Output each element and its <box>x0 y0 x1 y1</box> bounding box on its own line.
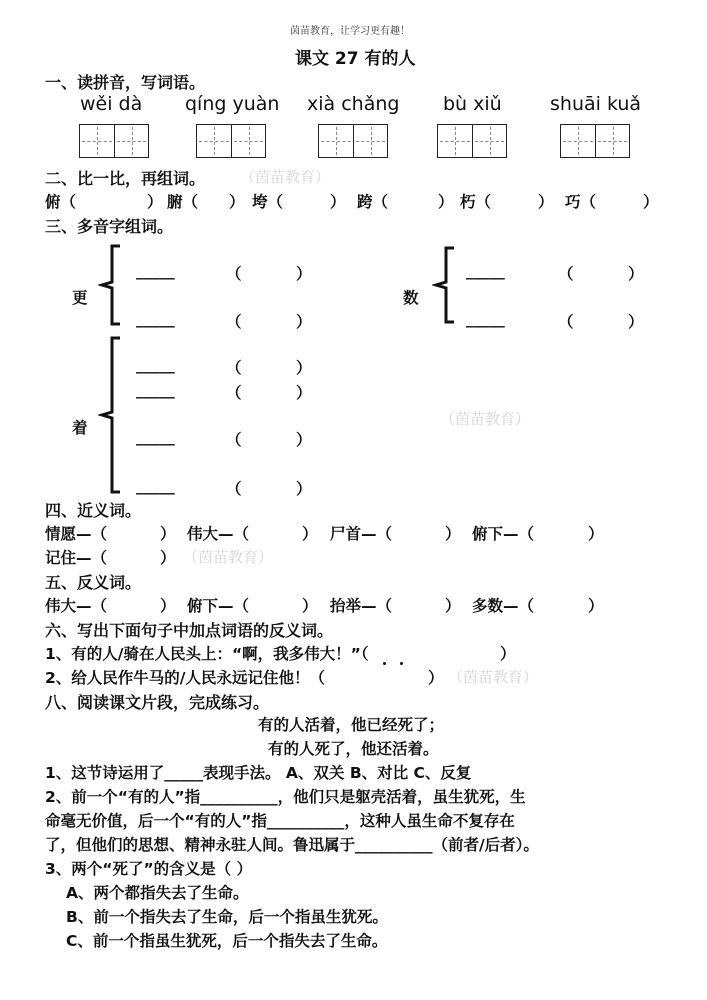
synonym-5b: ） <box>160 549 176 567</box>
blank-geng-1[interactable]: _____ <box>136 262 175 280</box>
compare-item-3b: ） <box>330 193 346 211</box>
lparen: （ <box>226 431 242 449</box>
polyphone-shu: 数 <box>403 289 419 307</box>
emphasis-dot <box>400 662 403 665</box>
compare-item-5a: 朽（ <box>460 193 492 211</box>
synonym-4a: 俯下—（ <box>472 525 535 543</box>
lparen: （ <box>558 313 574 331</box>
antonym-4b: ） <box>588 597 604 615</box>
section-4-heading: 四、近义词。 <box>45 501 142 520</box>
rparen: ） <box>296 313 312 331</box>
blank-zhe-1[interactable]: _____ <box>136 356 175 374</box>
section-6-heading: 六、写出下面句子中加点词语的反义词。 <box>45 621 334 640</box>
section-8-heading: 八、阅读课文片段，完成练习。 <box>45 693 270 712</box>
antonym-2a: 俯下—（ <box>187 597 250 615</box>
compare-item-3a: 垮（ <box>252 193 284 211</box>
blank-geng-2[interactable]: _____ <box>136 310 175 328</box>
pinyin-4: bù xiǔ <box>443 93 502 115</box>
compare-item-6a: 巧（ <box>565 193 597 211</box>
polyphone-zhe: 着 <box>72 419 88 437</box>
brace-shu <box>432 246 460 324</box>
poem-line-2: 有的人死了，他还活着。 <box>268 740 439 758</box>
option-a: A、两个都指失去了生命。 <box>66 884 249 902</box>
pinyin-3: xià chǎng <box>307 93 400 115</box>
synonym-1b: ） <box>160 525 176 543</box>
header-watermark: 茵苗教育，让学习更有趣！ <box>290 26 410 37</box>
question-8-2-line1: 2、前一个“有的人”指__________，他们只是躯壳活着，虽生犹死，生 <box>45 788 526 806</box>
watermark-1: （茵苗教育） <box>240 168 331 186</box>
compare-item-1b: ） <box>147 193 163 211</box>
section-2-heading: 二、比一比，再组词。 <box>45 169 206 188</box>
writing-box-1[interactable] <box>79 124 149 158</box>
rparen: ） <box>296 480 312 498</box>
synonym-2a: 伟大—（ <box>187 525 250 543</box>
blank-zhe-4[interactable]: _____ <box>136 477 175 495</box>
synonym-3a: 尸首—（ <box>330 525 393 543</box>
rparen: ） <box>296 384 312 402</box>
compare-item-2a: 腑（ <box>167 193 199 211</box>
compare-item-4a: 跨（ <box>357 193 389 211</box>
watermark-4: （茵苗教育） <box>448 668 539 686</box>
question-6-2-end: ） <box>428 669 444 687</box>
rparen: ） <box>628 313 644 331</box>
synonym-2b: ） <box>302 525 318 543</box>
blank-zhe-3[interactable]: _____ <box>136 428 175 446</box>
brace-geng <box>98 244 126 326</box>
emphasis-dot <box>383 662 386 665</box>
watermark-2: （茵苗教育） <box>440 410 531 428</box>
antonym-1a: 伟大—（ <box>45 597 108 615</box>
blank-shu-2[interactable]: _____ <box>466 310 505 328</box>
rparen: ） <box>296 431 312 449</box>
writing-box-4[interactable] <box>437 124 507 158</box>
synonym-3b: ） <box>445 525 461 543</box>
pinyin-5: shuāi kuǎ <box>550 93 642 115</box>
poem-line-1: 有的人活着，他已经死了； <box>258 716 445 734</box>
compare-item-1a: 俯（ <box>45 193 77 211</box>
blank-shu-1[interactable]: _____ <box>466 262 505 280</box>
synonym-5a: 记住—（ <box>45 549 108 567</box>
writing-box-2[interactable] <box>196 124 266 158</box>
question-6-2: 2、给人民作牛马的/人民永远记住他！（ <box>45 669 325 687</box>
pinyin-1: wěi dà <box>80 93 143 115</box>
question-6-1: 1、有的人/骑在人民头上：“啊，我多伟大！”（ <box>45 645 369 663</box>
antonym-2b: ） <box>302 597 318 615</box>
watermark-3: （茵苗教育） <box>183 548 274 566</box>
writing-box-5[interactable] <box>560 124 630 158</box>
antonym-3a: 抬举—（ <box>330 597 393 615</box>
question-8-3: 3、两个“死了”的含义是（ ） <box>45 860 253 878</box>
question-6-1-end: ） <box>500 645 516 663</box>
question-8-1: 1、这节诗运用了_____表现手法。 A、双关 B、对比 C、反复 <box>45 764 472 782</box>
compare-item-4b: ） <box>438 193 454 211</box>
synonym-4b: ） <box>588 525 604 543</box>
synonym-1a: 情愿—（ <box>45 525 108 543</box>
brace-zhe <box>98 336 126 494</box>
polyphone-geng: 更 <box>72 289 88 307</box>
section-5-heading: 五、反义词。 <box>45 573 142 592</box>
option-c: C、前一个指虽生犹死，后一个指失去了生命。 <box>66 932 388 950</box>
lparen: （ <box>226 384 242 402</box>
section-3-heading: 三、多音字组词。 <box>45 217 174 236</box>
compare-item-2b: ） <box>229 193 245 211</box>
lparen: （ <box>226 265 242 283</box>
option-b: B、前一个指失去了生命，后一个指虽生犹死。 <box>66 908 388 926</box>
rparen: ） <box>296 359 312 377</box>
lparen: （ <box>226 480 242 498</box>
pinyin-2: qíng yuàn <box>185 93 280 115</box>
antonym-3b: ） <box>445 597 461 615</box>
rparen: ） <box>628 265 644 283</box>
lparen: （ <box>226 313 242 331</box>
page-title: 课文 27 有的人 <box>295 49 416 69</box>
antonym-4a: 多数—（ <box>472 597 535 615</box>
section-1-heading: 一、读拼音，写词语。 <box>45 73 206 92</box>
writing-box-3[interactable] <box>318 124 388 158</box>
lparen: （ <box>226 359 242 377</box>
question-8-2-line2: 命毫无价值，后一个“有的人”指__________，这种人虽生命不复存在 <box>45 812 515 830</box>
rparen: ） <box>296 265 312 283</box>
antonym-1b: ） <box>160 597 176 615</box>
blank-zhe-2[interactable]: _____ <box>136 381 175 399</box>
compare-item-6b: ） <box>643 193 659 211</box>
compare-item-5b: ） <box>538 193 554 211</box>
question-8-2-line3: 了，但他们的思想、精神永驻人间。鲁迅属于__________（前者/后者）。 <box>45 836 539 854</box>
lparen: （ <box>558 265 574 283</box>
